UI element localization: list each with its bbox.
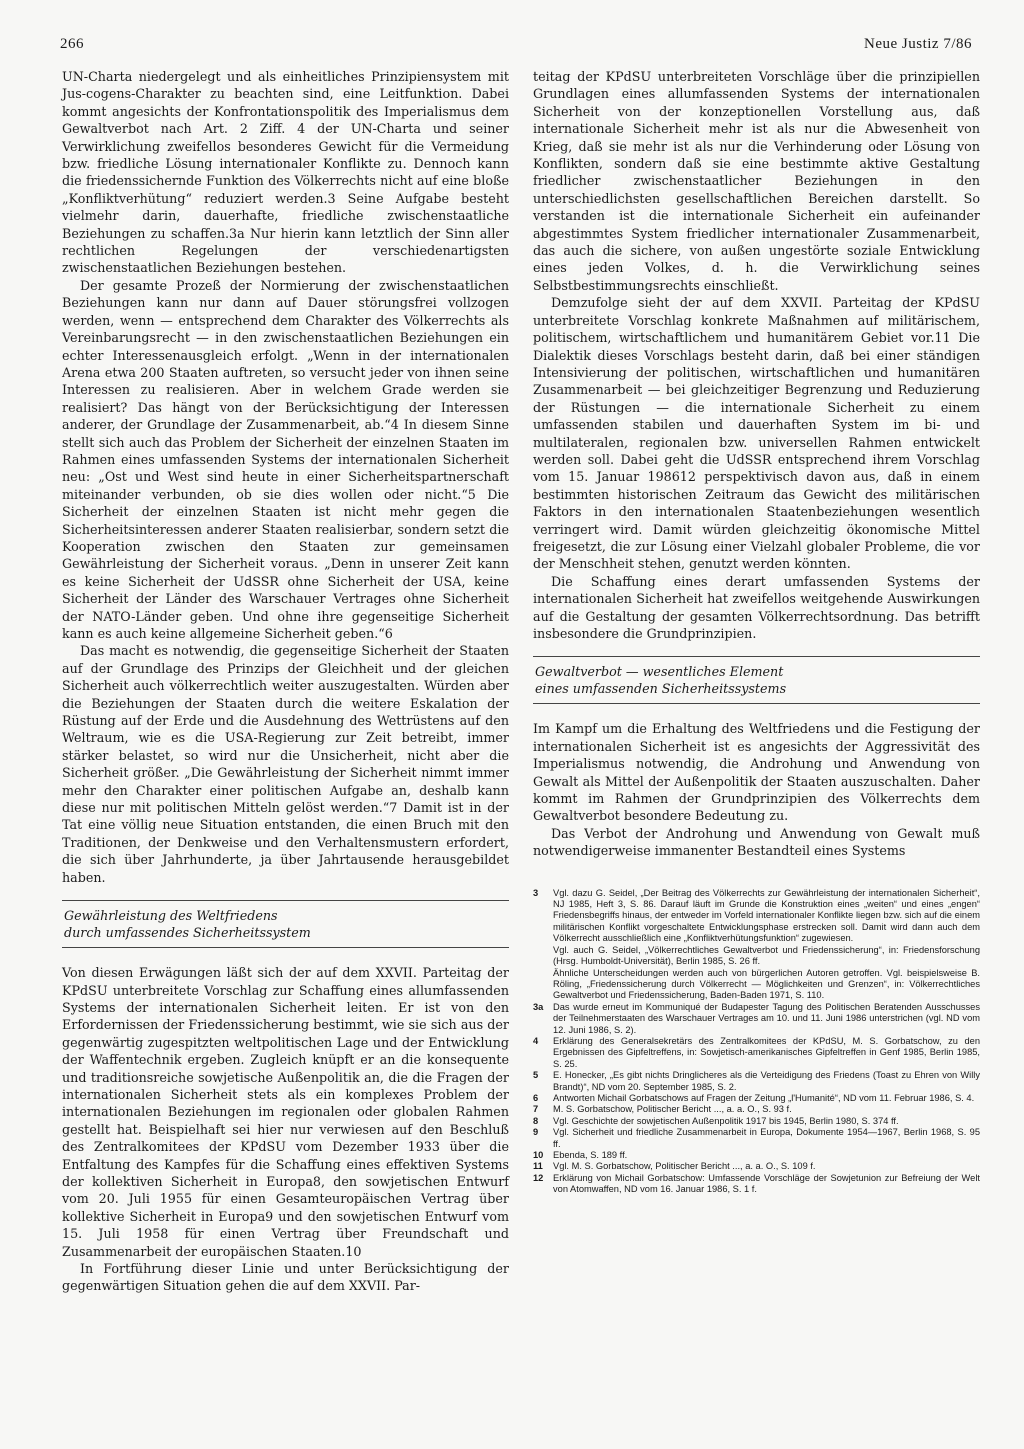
footnote-number: 3 [533, 887, 539, 898]
footnote-text: Vgl. dazu G. Seidel, „Der Beitrag des Völkerrechts zur Gewährleistung der internationalen Sicherheit“, NJ 1985, Heft 3, S. 86. Darauf läuft im Grunde die Konstruktion eines „weiten“ und eines „engen“ Friedensbegriffs hinaus, der entweder im Vorfeld internationaler Konflikte liegen bzw. sich auf die einem militärischen Konflikt vorgeschaltete Entwicklungsphase erstrecken soll. Damit wird dann auch dem Völkerrecht ausschließlich eine „Konfliktverhütungsfunktion“ zugewiesen. [553, 887, 980, 944]
footnote [533, 1070, 980, 1093]
footnote [533, 1116, 980, 1127]
left-column [62, 68, 509, 1295]
footnote-number: 8 [533, 1115, 539, 1126]
right-column [533, 68, 980, 1196]
footnote [533, 968, 980, 1002]
page-header [60, 36, 972, 53]
footnote-number: 10 [533, 1150, 544, 1160]
footnote [533, 945, 980, 968]
footnote-text: Vgl. auch G. Seidel, „Völkerrechtliches Gewaltverbot und Friedenssicherung“, in: Friedensforschung (Hrsg. Humboldt-Universität), Berlin 1985, S. 26 ff. [553, 944, 980, 967]
footnote-text: Erklärung des Generalsekretärs des Zentralkomitees der KPdSU, M. S. Gorbatschow, zu den Ergebnissen des Gipfeltreffens, in: Sowjetisch-amerikanisches Gipfeltreffen in Genf 1985, Berlin 1985, S. 25. [553, 1035, 980, 1069]
paragraph: UN-Charta niedergelegt und als einheitliches Prinzipiensystem mit Jus-cogens-Charakter zu beachten sind, eine Leitfunktion. Dabei kommt angesichts der Konfrontationspolitik des Imperialismus dem Gewaltverbot nach Art. 2 Ziff. 4 der UN-Charta und seiner Verwirklichung zweifellos besonderes Gewicht für die Vermeidung bzw. friedliche Lösung internationaler Konflikte zu. Dennoch kann die friedenssichernde Funktion des Völkerrechts nicht auf eine bloße „Konfliktverhütung“ reduziert werden.3 Seine Aufgabe besteht vielmehr darin, dauerhafte, friedliche zwischenstaatliche Beziehungen zu schaffen.3a Nur hierin kann letztlich der Sinn aller rechtlichen Regelungen der verschiedenartigsten zwischenstaatlichen Beziehungen bestehen. [62, 69, 509, 276]
footnotes [533, 888, 980, 1196]
footnote-text: Erklärung von Michail Gorbatschow: Umfassende Vorschläge der Sowjetunion zur Befreiung der Welt von Atomwaffen, ND vom 16. Januar 1986, S. 1 f. [553, 1172, 980, 1195]
footnote-number [533, 945, 553, 968]
page-number: 266 [60, 36, 84, 52]
footnote [533, 1036, 980, 1070]
footnote-number: 9 [533, 1127, 539, 1138]
footnote-number: 3a [533, 1001, 544, 1012]
paragraph: Von diesen Erwägungen läßt sich der auf dem XXVII. Parteitag der KPdSU unterbreitete Vorschlag zur Schaffung eines allumfassenden Systems der internationalen Sicherheit leiten. Er ist von den Erfordernissen der Friedenssicherung bestimmt, wie sie sich aus der gegenwärtig zugespitzten weltpolitischen Lage und der Entwicklung der Waffentechnik ergeben. Zugleich knüpft er an die konsequente und traditionsreiche sowjetische Außenpolitik an, die die Fragen der internationalen Sicherheit stets als ein komplexes Problem der internationalen Beziehungen im regionalen oder globalen Rahmen gestellt hat. Beispielhaft sei hier nur verwiesen auf den Beschluß des Zentralkomitees der KPdSU vom Dezember 1933 über die Entfaltung des Kampfes für die Schaffung eines effektiven Systems der kollektiven Sicherheit in Europa8, den sowjetischen Entwurf vom 20. Juli 1955 für einen Gesamteuropäischen Vertrag über kollektive Sicherheit in Europa9 und den sowjetischen Entwurf vom 15. Juli 1958 für einen Vertrag über Freundschaft und Zusammenarbeit der europäischen Staaten.10 [62, 965, 509, 1259]
paragraph: Der gesamte Prozeß der Normierung der zwischenstaatlichen Beziehungen kann nur dann auf Dauer störungsfrei vollzogen werden, wenn — entsprechend dem Charakter des Völkerrechts als Vereinbarungsrecht — in den zwischenstaatlichen Beziehungen ein echter Interessenausgleich erfolgt. „Wenn in der internationalen Arena etwa 200 Staaten auftreten, so versucht jeder von ihnen seine Interessen zu realisieren. Aber in welchem Grade werden sie realisiert? Das hängt von der Berücksichtigung der Interessen anderer, der Grundlage der Zusammenarbeit, ab.“4 In diesem Sinne stellt sich auch das Problem der Sicherheit der einzelnen Staaten im Rahmen eines umfassenden Systems der internationalen Sicherheit neu: „Ost und West sind heute in einer Sicherheitspartnerschaft miteinander verbunden, ob sie dies wollen oder nicht.“5 Die Sicherheit der einzelnen Staaten ist nicht mehr gegen die Sicherheitsinteressen anderer Staaten realisierbar, sondern setzt die Kooperation zwischen den Staaten zur gemeinsamen Gewährleistung der Sicherheit voraus. „Denn in unserer Zeit kann es keine Sicherheit der UdSSR ohne Sicherheit der USA, keine Sicherheit der Länder des Warschauer Vertrages ohne Sicherheit der NATO-Länder geben. Und ohne ihre gegenseitige Sicherheit kann es auch keine allgemeine Sicherheit geben.“6 [62, 277, 509, 641]
paragraph: Im Kampf um die Erhaltung des Weltfriedens und die Festigung der internationalen Sicherheit ist es angesichts der Aggressivität des Imperialismus notwendig, die Androhung und Anwendung von Gewalt als Mittel der Außenpolitik der Staaten auszuschalten. Daher kommt im Rahmen der Grundprinzipien des Völkerrechts dem Gewaltverbot besondere Bedeutung zu. [533, 721, 980, 824]
footnote-text: Vgl. Sicherheit und friedliche Zusammenarbeit in Europa, Dokumente 1954—1967, Berlin 1968, S. 95 ff. [553, 1127, 980, 1149]
footnote-number: 6 [533, 1092, 539, 1103]
footnote-text: Ähnliche Unterscheidungen werden auch von bürgerlichen Autoren getroffen. Vgl. beispielsweise B. Röling, „Friedenssicherung durch Völkerrecht — Möglichkeiten und Grenzen“, in: Völkerrechtliches Gewaltverbot und Friedenssicherung, Baden-Baden 1971, S. 110. [553, 967, 980, 1001]
section-heading-line: Gewährleistung des Weltfriedens [64, 908, 278, 924]
journal-title: Neue Justiz 7/86 [864, 36, 972, 52]
footnote [533, 888, 980, 945]
footnote-text: Vgl. M. S. Gorbatschow, Politischer Bericht ..., a. a. O., S. 109 f. [553, 1161, 816, 1172]
paragraph: Die Schaffung eines derart umfassenden Systems der internationalen Sicherheit hat zweifellos weitgehende Auswirkungen auf die Gestaltung der gesamten Völkerrechtsordnung. Das betrifft insbesondere die Grundprinzipien. [533, 573, 980, 641]
paragraph: In Fortführung dieser Linie und unter Berücksichtigung der gegenwärtigen Situation gehen die auf dem XXVII. Par- [62, 1261, 509, 1294]
footnote-text: M. S. Gorbatschow, Politischer Bericht ..., a. a. O., S. 93 f. [553, 1104, 792, 1115]
section-heading [62, 900, 509, 948]
footnote-number: 11 [533, 1161, 543, 1172]
footnote-text: Antworten Michail Gorbatschows auf Fragen der Zeitung „l'Humanité“, ND vom 11. Februar 1986, S. 4. [553, 1092, 975, 1103]
paragraph: Das macht es notwendig, die gegenseitige Sicherheit der Staaten auf der Grundlage des Prinzips der Gleichheit und der gleichen Sicherheit auch völkerrechtlich weiter auszugestalten. Würden aber die Beziehungen der Staaten durch die weitere Eskalation der Rüstung auf der Erde und die Ausdehnung des Wettrüstens auf den Weltraum, wie es die USA-Regierung zur Zeit betreibt, immer stärker belastet, so wird nur die Unsicherheit, nicht aber die Sicherheit größer. „Die Gewährleistung der Sicherheit nimmt immer mehr den Charakter einer politischen Aufgabe an, deshalb kann diese nur mit politischen Mitteln gelöst werden.“7 Damit ist in der Tat eine völlig neue Situation entstanden, die einen Bruch mit den Traditionen, der Denkweise und den Verhaltensmustern erfordert, die sich über Jahrhunderte, ja über Jahrtausende herausgebildet haben. [62, 643, 509, 885]
footnote-text: Vgl. Geschichte der sowjetischen Außenpolitik 1917 bis 1945, Berlin 1980, S. 374 ff. [553, 1115, 899, 1126]
paragraph: teitag der KPdSU unterbreiteten Vorschläge über die prinzipiellen Grundlagen eines allumfassenden Systems der internationalen Sicherheit von der konzeptionellen Vorstellung aus, daß internationale Sicherheit mehr ist als nur die Abwesenheit von Krieg, daß sie mehr ist als nur die Verhinderung oder Lösung von Konflikten, sondern daß sie eine bestimmte aktive Gestaltung friedlicher zwischenstaatlicher Beziehungen in den unterschiedlichsten gesellschaftlichen Bereichen darstellt. So verstanden ist die internationale Sicherheit ein aufeinander abgestimmtes System friedlicher internationaler Zusammenarbeit, das auch die sichere, von außen ungestörte soziale Entwicklung eines jeden Volkes, d. h. die Verwirklichung seines Selbstbestimmungsrechts einschließt. [533, 69, 980, 293]
footnote [533, 1002, 980, 1036]
footnote [533, 1127, 980, 1150]
footnote-text: Ebenda, S. 189 ff. [553, 1150, 628, 1160]
footnote [533, 1161, 980, 1172]
footnote-text: Das wurde erneut im Kommuniqué der Budapester Tagung des Politischen Beratenden Ausschusses der Teilnehmerstaaten des Warschauer Vertrages am 10. und 11. Juni 1986 unterstrichen (vgl. ND vom 12. Juni 1986, S. 2). [553, 1001, 980, 1035]
footnote-number: 4 [533, 1035, 539, 1046]
paragraph: Das Verbot der Androhung und Anwendung von Gewalt muß notwendigerweise immanenter Bestandteil eines Systems [533, 825, 980, 859]
footnote [533, 1104, 980, 1115]
footnote [533, 1093, 980, 1104]
paragraph: Demzufolge sieht der auf dem XXVII. Parteitag der KPdSU unterbreitete Vorschlag konkrete Maßnahmen auf militärischem, politischem, wirtschaftlichem und humanitärem Gebiet vor.11 Die Dialektik dieses Vorschlags besteht darin, daß bei einer ständigen Intensivierung der politischen, wirtschaftlichen und humanitären Zusammenarbeit — bei gleichzeitiger Begrenzung und Reduzierung der Rüstungen — die internationale Sicherheit zu einem umfassenden stabilen und dauerhaften System im bi- und multilateralen, regionalen bzw. universellen Rahmen entwickelt werden soll. Dabei geht die UdSSR entsprechend ihrem Vorschlag vom 15. Januar 198612 perspektivisch davon aus, daß in einem bestimmten historischen Zeitraum das Gewicht des militärischen Faktors in den internationalen Staatenbeziehungen wesentlich verringert wird. Damit würden gleichzeitig ökonomische Mittel freigesetzt, die zur Lösung einer Vielzahl globaler Probleme, die vor der Menschheit stehen, genutzt werden könnten. [533, 295, 980, 572]
section-heading-line: eines umfassenden Sicherheitssystems [535, 681, 787, 697]
footnote-number: 5 [533, 1070, 539, 1081]
footnote-number: 7 [533, 1104, 539, 1115]
footnote-text: E. Honecker, „Es gibt nichts Dringlicheres als die Verteidigung des Friedens (Toast zu Ehren von Willy Brandt)“, ND vom 20. September 1985, S. 2. [553, 1070, 980, 1092]
section-heading-line: Gewaltverbot — wesentliches Element [535, 664, 784, 680]
section-heading-line: durch umfassendes Sicherheitssystem [64, 925, 311, 941]
footnote [533, 1150, 980, 1161]
footnote-number: 12 [533, 1172, 544, 1183]
footnote [533, 1173, 980, 1196]
footnote-number [533, 968, 553, 1002]
section-heading [533, 656, 980, 704]
